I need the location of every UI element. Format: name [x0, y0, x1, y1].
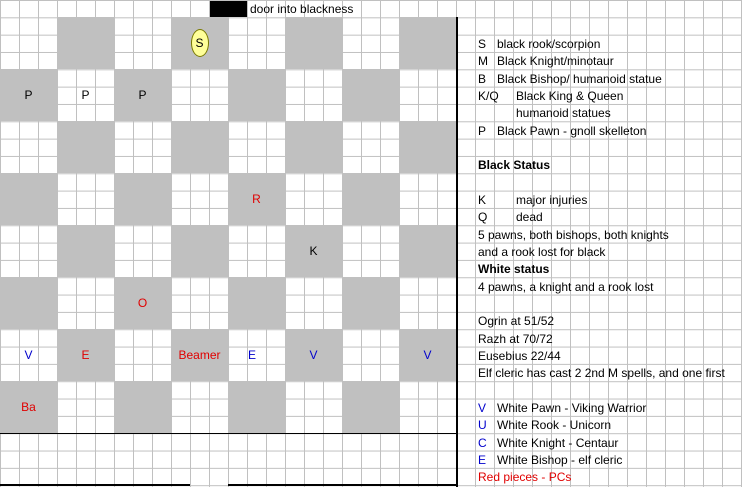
legend-code: V — [478, 401, 487, 415]
board-piece — [285, 329, 342, 381]
hp-razh: Razh at 70/72 — [478, 332, 553, 346]
piece-label: V — [24, 348, 33, 362]
board-square — [57, 225, 114, 277]
board-square — [342, 329, 399, 381]
legend-desc: White Bishop - elf cleric — [497, 453, 623, 467]
legend-desc: White Knight - Centaur — [497, 436, 619, 450]
board-piece — [0, 381, 57, 433]
board-square — [171, 69, 228, 121]
legend-desc: Black Knight/minotaur — [497, 54, 614, 68]
legend-desc: White Pawn - Viking Warrior — [497, 401, 647, 415]
board-piece — [114, 69, 171, 121]
black-losses-line-2: and a rook lost for black — [478, 245, 606, 259]
board-piece — [228, 173, 285, 225]
piece-label: E — [81, 348, 90, 362]
board-square — [0, 277, 57, 329]
board-piece — [57, 329, 114, 381]
legend-desc: black rook/scorpion — [497, 37, 601, 51]
board-piece — [171, 329, 228, 381]
board-square — [342, 225, 399, 277]
legend-code: K/Q — [478, 89, 499, 103]
legend-code: M — [478, 54, 488, 68]
piece-label: P — [138, 88, 147, 102]
piece-label: K — [309, 244, 318, 258]
board-square — [0, 121, 57, 173]
red-pieces-note: Red pieces - PCs — [478, 470, 572, 484]
piece-oval — [191, 29, 209, 57]
board-bottom-rule-left — [0, 484, 190, 486]
board-square — [285, 69, 342, 121]
board-square — [285, 121, 342, 173]
board-square — [57, 121, 114, 173]
board-square — [285, 17, 342, 69]
chess-board — [0, 17, 457, 433]
hp-ogrin: Ogrin at 51/52 — [478, 314, 555, 328]
hp-eusebius: Eusebius 22/44 — [478, 349, 561, 363]
board-bottom-rule-right — [228, 484, 457, 486]
board-square — [399, 277, 456, 329]
board-square — [399, 381, 456, 433]
board-square — [114, 225, 171, 277]
piece-label: V — [423, 348, 432, 362]
board-square — [57, 173, 114, 225]
piece-label: E — [248, 348, 257, 362]
board-square — [285, 277, 342, 329]
piece-label: P — [81, 88, 90, 102]
board-square — [57, 277, 114, 329]
door-block — [210, 1, 247, 17]
board-square — [228, 381, 285, 433]
board-square — [171, 381, 228, 433]
board-square — [285, 173, 342, 225]
legend-row — [478, 37, 486, 51]
board-square — [114, 329, 171, 381]
board-square — [57, 17, 114, 69]
board-piece — [57, 69, 114, 121]
legend-desc: Black King & Queen — [516, 89, 624, 103]
piece-label: R — [252, 192, 261, 206]
board-square — [114, 173, 171, 225]
board-square — [228, 277, 285, 329]
black-status-title: Black Status — [478, 158, 551, 172]
board-square — [228, 121, 285, 173]
board-square — [171, 173, 228, 225]
board-square — [399, 173, 456, 225]
legend-code: C — [478, 436, 487, 450]
piece-label: V — [309, 348, 318, 362]
board-square — [0, 225, 57, 277]
board-square — [399, 121, 456, 173]
board-square — [114, 121, 171, 173]
board-square — [114, 381, 171, 433]
legend-code: B — [478, 72, 487, 86]
board-square — [399, 17, 456, 69]
board-square — [342, 277, 399, 329]
board-square — [171, 225, 228, 277]
board-square — [285, 381, 342, 433]
board-bottom-line — [0, 433, 457, 434]
board-piece — [228, 329, 285, 381]
legend-desc: humanoid statues — [516, 106, 611, 120]
status-desc: dead — [516, 210, 543, 224]
board-square — [399, 225, 456, 277]
board-square — [114, 17, 171, 69]
white-losses: 4 pawns, a knight and a rook lost — [478, 280, 654, 294]
board-square — [0, 17, 57, 69]
legend-code: S — [478, 37, 487, 51]
status-code: Q — [478, 210, 488, 224]
board-square — [342, 381, 399, 433]
board-square — [342, 69, 399, 121]
board-square — [342, 17, 399, 69]
board-square — [342, 121, 399, 173]
white-status-title: White status — [478, 262, 550, 276]
board-piece — [399, 329, 456, 381]
legend-desc: Black Pawn - gnoll skelleton — [497, 124, 647, 138]
piece-label: Ba — [21, 400, 36, 414]
board-square — [171, 277, 228, 329]
board-square — [342, 173, 399, 225]
board-right-border — [456, 17, 458, 487]
piece-label: S — [195, 36, 204, 50]
piece-label: P — [24, 88, 33, 102]
board-square — [399, 69, 456, 121]
board-square — [57, 381, 114, 433]
board-square — [228, 17, 285, 69]
status-code: K — [478, 193, 487, 207]
status-desc: major injuries — [516, 193, 588, 207]
board-piece — [114, 277, 171, 329]
board-square — [228, 225, 285, 277]
elf-cleric-spells: Elf cleric has cast 2 2nd M spells, and one first — [478, 366, 725, 380]
legend-code: P — [478, 124, 487, 138]
door-label: door into blackness — [250, 2, 354, 16]
board-square — [228, 69, 285, 121]
piece-label: Beamer — [178, 348, 221, 362]
legend-desc: White Rook - Unicorn — [497, 418, 612, 432]
board-square — [171, 121, 228, 173]
board-piece — [0, 329, 57, 381]
piece-label: O — [137, 296, 148, 310]
black-losses-line-1: 5 pawns, both bishops, both knights — [478, 228, 669, 242]
board-piece — [171, 17, 228, 69]
legend-code: E — [478, 453, 487, 467]
board-piece — [285, 225, 342, 277]
legend-code: U — [478, 418, 487, 432]
legend-desc: Black Bishop/ humanoid statue — [497, 72, 662, 86]
board-square — [0, 173, 57, 225]
board-piece — [0, 69, 57, 121]
